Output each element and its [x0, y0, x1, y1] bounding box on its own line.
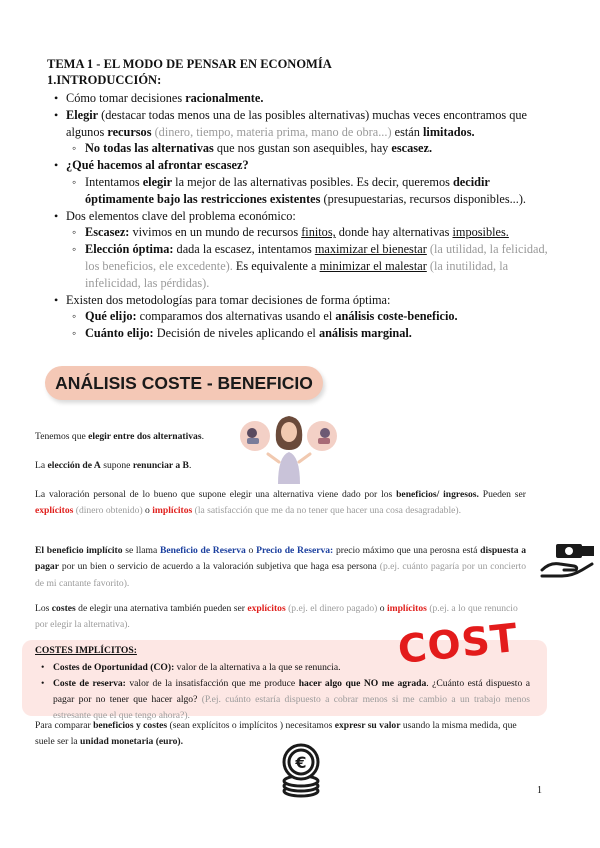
paragraph-reservation-price: El beneficio implícito se llama Beneficio de Reserva o Precio de Reserva: precio máximo que una perosna está dispuesta a pagar por un bien o servicio de acuerdo a la valoración subjetiva que haga esa persona (p.ej. cuánto pagaría por un concierto de mi cantante favorito).	[35, 545, 527, 589]
list-subitem: ◦ Elección óptima: dada la escasez, intentamos maximizar el bienestar (la utilidad, la felicidad, los beneficios, ele excedente). Es equivalente a minimizar el malestar (la inutilidad, la infelicidad, las pérdidas).	[47, 241, 557, 291]
topic-title: TEMA 1 - EL MODO DE PENSAR EN ECONOMÍA	[47, 57, 332, 71]
hand-money-icon	[540, 540, 596, 580]
list-subitem: ◦ Intentamos elegir la mejor de las alternativas posibles. Es decir, queremos decidir óptimamente bajo las restricciones existentes (presupuestarias, recursos disponibles...).	[47, 174, 557, 208]
list-item: • Elegir (destacar todas menos una de las posibles alternativas) muchas veces encontramos que algunos recursos (dinero, tiempo, materia prima, mano de obra...) están limitados.	[47, 107, 557, 141]
section-title: 1.INTRODUCCIÓN:	[47, 73, 162, 87]
list-subitem: ◦ Escasez: vivimos en un mundo de recursos finitos, donde hay alternativas imposibles.	[47, 224, 557, 241]
euro-symbol: €	[295, 753, 307, 772]
list-item: • ¿Qué hacemos al afrontar escasez?	[47, 157, 557, 174]
list-subitem: ◦ Cuánto elijo: Decisión de niveles aplicando el análisis marginal.	[47, 325, 557, 342]
paragraph-renounce: La elección de A supone renunciar a B.	[35, 460, 192, 471]
list-item: • Cómo tomar decisiones racionalmente.	[47, 90, 557, 107]
list-subitem: ◦ No todas las alternativas que nos gustan son asequibles, hay escasez.	[47, 140, 557, 157]
cost-stamp: COST	[395, 615, 521, 674]
woman-choice-illustration	[238, 410, 340, 484]
paragraph-choose: Tenemos que elegir entre dos alternativas.	[35, 431, 204, 442]
euro-coins-icon	[272, 742, 330, 800]
list-subitem: ◦ Qué elijo: comparamos dos alternativas usando el análisis coste-beneficio.	[47, 308, 557, 325]
list-item: • Existen dos metodologías para tomar decisiones de forma óptima:	[47, 292, 557, 309]
list-item: • Dos elementos clave del problema económico:	[47, 208, 557, 225]
section-heading-pill: ANÁLISIS COSTE - BENEFICIO	[45, 366, 323, 400]
implicit-costs-title: COSTES IMPLÍCITOS:	[35, 645, 137, 656]
paragraph-costs: Los costes de elegir una aternativa también pueden ser explícitos (p.ej. el dinero pagado) o implícitos (p.ej. a lo que renuncio por elegir la alternativa).	[35, 603, 518, 631]
list-item: • Coste de reserva: valor de la insatisfacción que me produce hacer algo que NO me agrada. ¿Cuánto está dispuesto a pagar por no tener que hacer algo? (P.ej. cuánto estaría dispuesto a cobrar menos si me cambio a un trabajo menos estresante que el que tengo ahora?).	[35, 676, 530, 724]
page-number: 1	[537, 785, 542, 796]
paragraph-monetary-unit: Para comparar beneficios y costes (sean explícitos o implícitos ) necesitamos expresr su valor usando la misma medida, que suele ser la unidad monetaria (euro).	[35, 720, 517, 748]
intro-outline	[47, 90, 557, 342]
implicit-costs-list	[35, 660, 530, 724]
list-item: • Costes de Oportunidad (CO): valor de la alternativa a la que se renuncia.	[35, 660, 530, 676]
paragraph-benefits: La valoración personal de lo bueno que supone elegir una alternativa viene dado por los beneficios/ ingresos. Pueden ser explícitos (dinero obtenido) o implícitos (la satisfacción que me da no tener que hacer una cosa desagradable).	[35, 489, 526, 517]
